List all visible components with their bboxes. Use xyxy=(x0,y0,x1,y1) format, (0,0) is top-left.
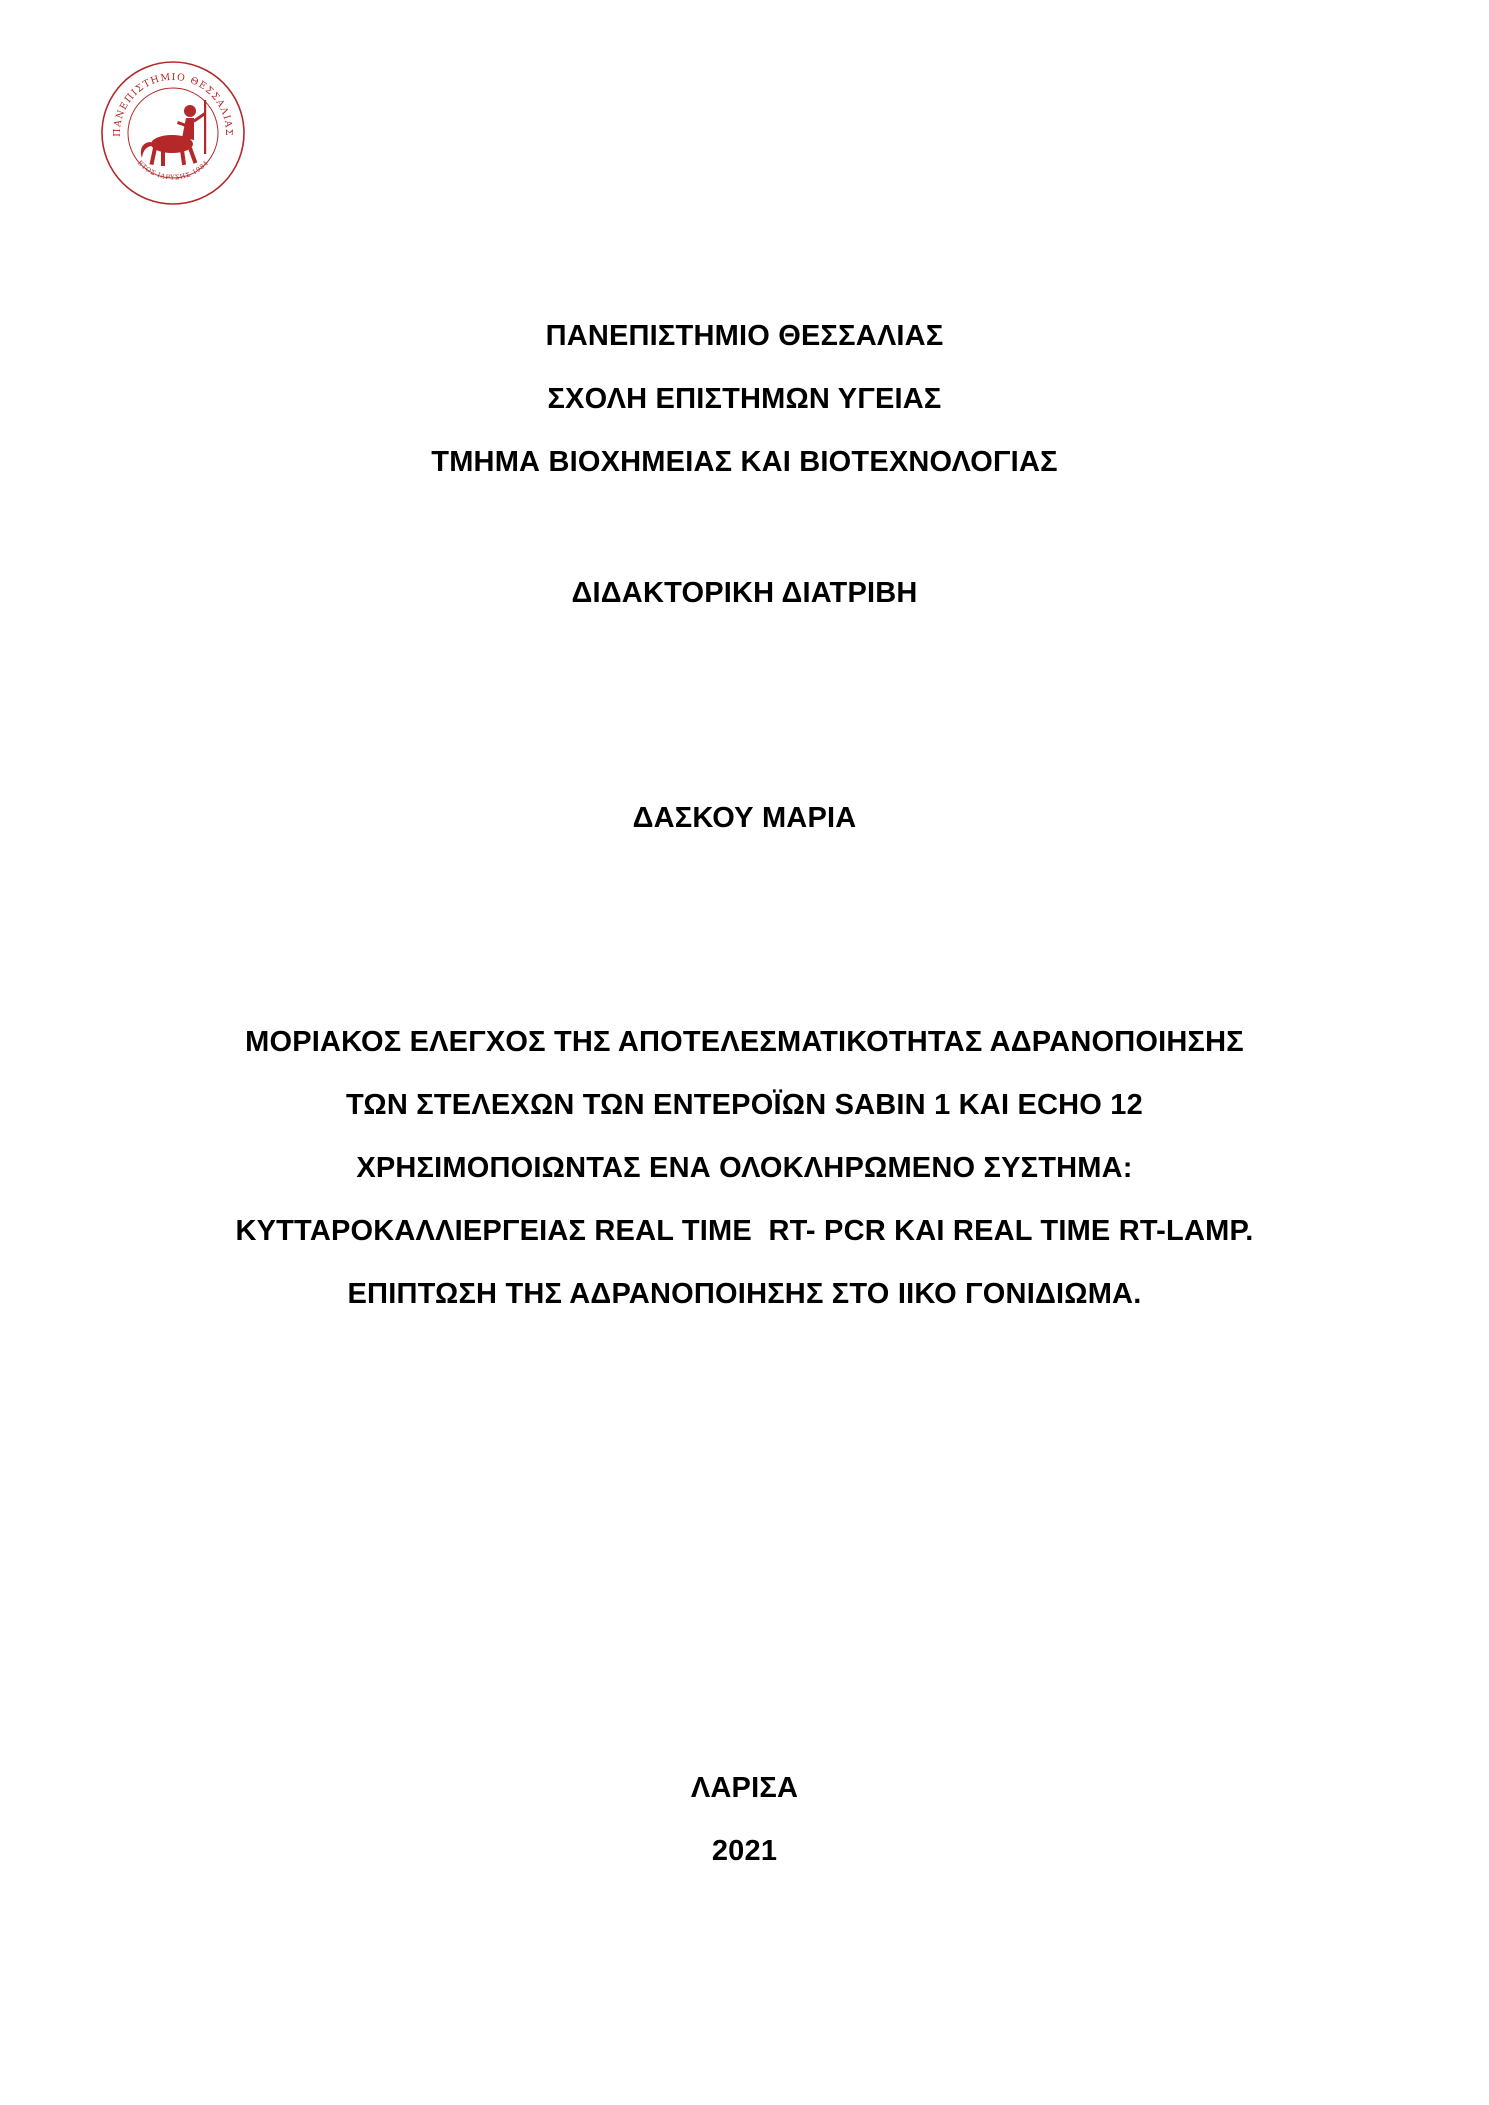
thesis-title-line: ΕΠΙΠΤΩΣΗ ΤΗΣ ΑΔΡΑΝΟΠΟΙΗΣΗΣ ΣΤΟ ΙΙΚΟ ΓΟΝΙΔΙΩΜΑ. xyxy=(347,1278,1142,1310)
svg-text:ΕΤΟΣ ΙΔΡΥΣΗΣ 1984: ΕΤΟΣ ΙΔΡΥΣΗΣ 1984 xyxy=(135,158,211,182)
year: 2021 xyxy=(711,1835,778,1867)
city: ΛΑΡΙΣΑ xyxy=(690,1772,799,1804)
thesis-title-line: ΧΡΗΣΙΜΟΠΟΙΩΝΤΑΣ ΕΝΑ ΟΛΟΚΛΗΡΩΜΕΝΟ ΣΥΣΤΗΜΑ: xyxy=(356,1152,1133,1184)
thesis-title-line: ΤΩΝ ΣΤΕΛΕΧΩΝ ΤΩΝ ΕΝΤΕΡΟΪΩΝ SABIN 1 ΚΑΙ ECHO 12 xyxy=(346,1089,1143,1121)
author-name: ΔΑΣΚΟΥ ΜΑΡΙΑ xyxy=(632,802,857,834)
university-name: ΠΑΝΕΠΙΣΤΗΜΙΟ ΘΕΣΣΑΛΙΑΣ xyxy=(545,320,944,352)
school-name: ΣΧΟΛΗ ΕΠΙΣΤΗΜΩΝ ΥΓΕΙΑΣ xyxy=(547,383,942,415)
document-type: ΔΙΔΑΚΤΟΡΙΚΗ ΔΙΑΤΡΙΒΗ xyxy=(571,577,918,609)
thesis-title-line: ΚΥΤΤΑΡΟΚΑΛΛΙΕΡΓΕΙΑΣ REAL TIME RT- PCR ΚΑΙ REAL TIME RT-LAMP. xyxy=(235,1215,1254,1247)
university-seal-logo xyxy=(98,58,248,208)
thesis-title-line: ΜΟΡΙΑΚΟΣ ΕΛΕΓΧΟΣ ΤΗΣ ΑΠΟΤΕΛΕΣΜΑΤΙΚΟΤΗΤΑΣ ΑΔΡΑΝΟΠΟΙΗΣΗΣ xyxy=(245,1026,1244,1058)
svg-text:ΠΑΝΕΠΙΣΤΗΜΙΟ ΘΕΣΣΑΛΙΑΣ: ΠΑΝΕΠΙΣΤΗΜΙΟ ΘΕΣΣΑΛΙΑΣ xyxy=(111,71,235,137)
department-name: ΤΜΗΜΑ ΒΙΟΧΗΜΕΙΑΣ ΚΑΙ ΒΙΟΤΕΧΝΟΛΟΓΙΑΣ xyxy=(431,446,1058,478)
